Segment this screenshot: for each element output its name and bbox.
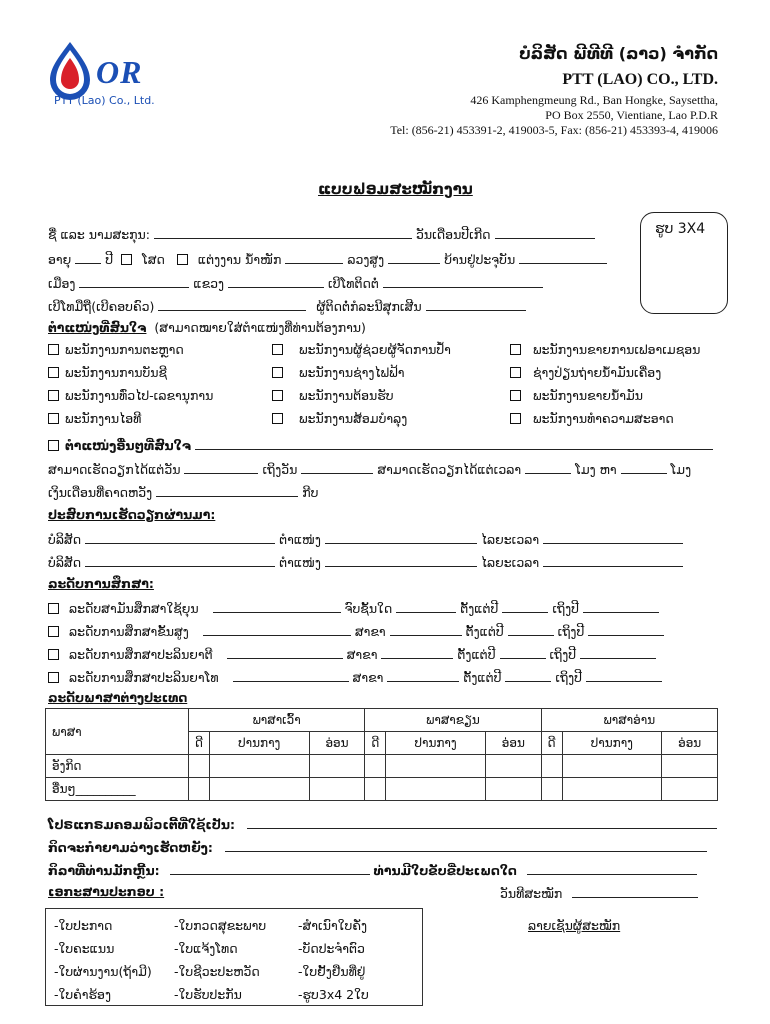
exp-period-label: ໄລຍະເວລາ: [480, 555, 540, 570]
position-option: ພະນັກງານຊ່າງໄຟຟ້າ: [299, 365, 405, 380]
exp-position-field[interactable]: [325, 553, 477, 567]
attachments-label: [48, 884, 164, 899]
position-checkbox[interactable]: [510, 413, 521, 424]
district-field[interactable]: [79, 274, 189, 288]
position-option: ຊ່າງປ່ຽນຖ່າຍນໍ້າມັນເຄື່ອງ: [533, 365, 662, 380]
height-label: ລວງສູງ: [347, 252, 385, 267]
row-activities: [48, 838, 707, 855]
languages-heading: ລະດັບພາສາຕ່າງປະເທດ: [48, 690, 188, 705]
contact-line: Tel: (856-21) 453391-2, 419003-5, Fax: (856-21) 453393-4, 419006: [390, 123, 718, 137]
position-checkbox[interactable]: [272, 390, 283, 401]
major-field[interactable]: [381, 645, 453, 659]
position-checkbox[interactable]: [510, 344, 521, 355]
year-label: ປີ: [105, 252, 114, 267]
table-cell[interactable]: [309, 755, 365, 778]
row-other-position: [48, 436, 713, 453]
address-line-2: PO Box 2550, Vientiane, Lao P.D.R: [545, 108, 718, 122]
province-label: ແຂວງ: [193, 276, 225, 291]
photo-label: ຮູບ 3X4: [655, 221, 706, 237]
emergency-field[interactable]: [426, 297, 526, 311]
education-level: ລະດັບການສຶກສາປະລິນຍາໂທ: [68, 670, 219, 685]
table-cell[interactable]: [386, 755, 486, 778]
doc-item: -ໃບຜ່ານງານ(ຖ້າມີ): [54, 964, 152, 979]
education-row: [48, 599, 659, 616]
level-medium: ປານກາງ: [209, 732, 309, 755]
table-cell[interactable]: [365, 778, 386, 801]
major-field[interactable]: [390, 622, 462, 636]
level-medium: ປານກາງ: [562, 732, 662, 755]
which-grade-label: ຈົບຊັ້ນໃດ: [344, 601, 393, 616]
to-year-field[interactable]: [580, 645, 656, 659]
to-date-field[interactable]: [301, 460, 373, 474]
apply-date-row: [500, 884, 698, 901]
address-line-1: 426 Kamphengmeung Rd., Ban Hongke, Saysettha,: [470, 93, 718, 107]
education-row: [48, 668, 662, 685]
from-year-field[interactable]: [502, 599, 548, 613]
education-level: ລະດັບການສຶກສາປະລິນຍາຕີ: [68, 647, 213, 662]
doc-item: -ໃບຄະແນນ: [54, 941, 115, 956]
emergency-label: ຜູ້ຕິດຕໍ່ກໍລະນີສຸກເສີນ: [316, 299, 422, 314]
doc-item: -ໃບປະກາດ: [54, 918, 113, 933]
row-age: [48, 250, 607, 267]
row-district: [48, 274, 543, 291]
table-cell[interactable]: [541, 755, 562, 778]
start-date-label: ສາມາດເຮັດວຽກໄດ້ແຕ່ວັນ: [48, 462, 181, 477]
address-field[interactable]: [519, 250, 607, 264]
positions-col-3: [510, 342, 700, 434]
position-checkbox[interactable]: [272, 344, 283, 355]
education-checkbox[interactable]: [48, 672, 59, 683]
doc-item: -ໃບຮັບປະກັນ: [174, 987, 242, 1002]
position-checkbox[interactable]: [48, 413, 59, 424]
position-checkbox[interactable]: [272, 413, 283, 424]
docs-col-3: [298, 914, 369, 1006]
row-mobile: [48, 297, 526, 314]
position-checkbox[interactable]: [510, 367, 521, 378]
level-medium: ປານກາງ: [386, 732, 486, 755]
activities-label: ກິດຈະກຳຍາມວ່າງເຮັດຫຍັງ:: [48, 840, 213, 855]
education-level: ລະດັບການສຶກສາຂັ້ນສູງ: [68, 624, 189, 639]
table-row: [46, 778, 718, 801]
dob-field[interactable]: [495, 225, 595, 239]
doc-item: -ໃບຊີວະປະຫວັດ: [174, 964, 260, 979]
level-weak: ອ່ອນ: [662, 732, 718, 755]
table-cell[interactable]: [562, 755, 662, 778]
doc-item: -ໃບກວດສຸຂະພາບ: [174, 918, 267, 933]
exp-company-label: ບໍລິສັດ: [48, 555, 82, 570]
table-cell[interactable]: [541, 778, 562, 801]
to-year-label: ເຖິງປີ: [557, 624, 585, 639]
from-year-label: ຕັ້ງແຕ່ປີ: [457, 647, 496, 662]
name-label: ຊື່ ແລະ ນາມສະກຸນ:: [48, 227, 150, 242]
table-cell[interactable]: [209, 778, 309, 801]
name-field[interactable]: [154, 225, 412, 239]
salary-label: ເງິນເດືອນທີ່ຄາດຫວັງ: [48, 485, 153, 500]
education-row: [48, 622, 664, 639]
start-time-label: ສາມາດເຮັດວຽກໄດ້ແຕ່ເວລາ: [377, 462, 522, 477]
table-cell[interactable]: [485, 755, 541, 778]
position-checkbox[interactable]: [272, 367, 283, 378]
doc-item: -ໃບແຈ້ງໂທດ: [174, 941, 238, 956]
from-year-field[interactable]: [500, 645, 546, 659]
license-field[interactable]: [527, 861, 697, 875]
positions-col-1: [48, 342, 213, 434]
reading-header: ພາສາອ່ານ: [541, 709, 717, 732]
position-checkbox[interactable]: [48, 367, 59, 378]
positions-col-2: [272, 342, 451, 434]
company-name-lao: ບໍລິສັດ ພີທີທີ (ລາວ) ຈຳກັດ: [519, 44, 718, 63]
license-label: ທ່ານມີໃບຂັບຂີ່ປະເພດໃດ: [373, 863, 517, 878]
to-year-label: ເຖິງປີ: [549, 647, 577, 662]
row-sports: [48, 861, 697, 878]
major-label: ສາຂາ: [346, 647, 378, 662]
education-field[interactable]: [233, 668, 349, 682]
from-year-label: ຕັ້ງແຕ່ປີ: [460, 601, 499, 616]
row-availability: [48, 460, 691, 477]
currency-label: ກີບ: [302, 485, 319, 500]
other-position-field[interactable]: [195, 436, 713, 450]
doc-item: -ບັດປະຈຳຕົວ: [298, 941, 365, 956]
other-position-label: ຕຳແໜ່ງອື່ນໆທີ່ສົນໃຈ: [64, 438, 192, 453]
experience-row: [48, 553, 683, 570]
docs-col-1: [54, 914, 152, 1006]
to-year-label: ເຖິງປີ: [552, 601, 579, 616]
age-field[interactable]: [75, 250, 101, 264]
position-option: ພະນັກງານຂາຍການເຟອາເມຊອນ: [533, 342, 701, 357]
sports-field[interactable]: [170, 861, 370, 875]
docs-col-2: [174, 914, 266, 1006]
level-good: ດີ: [541, 732, 562, 755]
phone-field[interactable]: [383, 274, 543, 288]
mobile-label: ເບີໂທມືຖື(ເບີຄອບຄົວ): [48, 299, 155, 314]
level-good: ດີ: [365, 732, 386, 755]
row-computer: [48, 815, 717, 832]
education-checkbox[interactable]: [48, 626, 59, 637]
exp-company-field[interactable]: [85, 530, 275, 544]
position-option: ພະນັກງານການບັນຊີ: [65, 365, 168, 380]
table-cell[interactable]: [662, 755, 718, 778]
start-date-field[interactable]: [184, 460, 258, 474]
company-name-en: PTT (LAO) CO., LTD.: [562, 71, 718, 88]
mobile-field[interactable]: [158, 297, 306, 311]
position-option: ພະນັກງານໄອທີ: [65, 411, 142, 426]
table-cell[interactable]: [662, 778, 718, 801]
to-year-field[interactable]: [583, 599, 659, 613]
experience-heading: ປະສົບການເຮັດວຽກຜ່ານມາ:: [48, 507, 216, 522]
salary-field[interactable]: [156, 483, 298, 497]
level-good: ດີ: [189, 732, 210, 755]
table-cell[interactable]: [209, 755, 309, 778]
other-position-checkbox[interactable]: [48, 440, 59, 451]
row-name: [48, 225, 595, 242]
position-checkbox[interactable]: [48, 344, 59, 355]
grade-field[interactable]: [396, 599, 456, 613]
district-label: ເມືອງ: [48, 276, 76, 291]
exp-position-label: ຕຳແໜ່ງ: [279, 532, 321, 547]
writing-header: ພາສາຂຽນ: [365, 709, 541, 732]
experience-row: [48, 530, 683, 547]
position-checkbox[interactable]: [510, 390, 521, 401]
positions-heading: ຕຳແໜ່ງທີ່ສົນໃຈ: [48, 320, 147, 335]
apply-date-field[interactable]: [572, 884, 698, 898]
positions-heading-row: [48, 320, 366, 335]
end-time-field[interactable]: [621, 460, 667, 474]
documents-box: [45, 908, 423, 1006]
to-year-field[interactable]: [588, 622, 664, 636]
single-label: ໂສດ: [142, 252, 165, 267]
major-field[interactable]: [387, 668, 459, 682]
major-label: ສາຂາ: [354, 624, 386, 639]
attachments-text: ເອກະສານປະກອບ :: [48, 884, 165, 899]
phone-label: ເບີໂທຕິດຕໍ່: [328, 276, 379, 291]
from-year-label: ຕັ້ງແຕ່ປີ: [463, 670, 502, 685]
to-year-label: ເຖິງປີ: [555, 670, 582, 685]
position-checkbox[interactable]: [48, 390, 59, 401]
exp-company-label: ບໍລິສັດ: [48, 532, 82, 547]
height-field[interactable]: [388, 250, 440, 264]
doc-item: -ຮູບ3x4 2ໃບ: [298, 987, 369, 1002]
to-year-field[interactable]: [586, 668, 662, 682]
province-field[interactable]: [228, 274, 324, 288]
exp-period-label: ໄລຍະເວລາ: [480, 532, 540, 547]
education-field[interactable]: [203, 622, 351, 636]
row-salary: [48, 483, 318, 500]
signature-label: ລາຍເຊັນຜູ້ສະໝັກ: [528, 918, 621, 933]
table-row: [46, 755, 718, 778]
table-cell[interactable]: [365, 755, 386, 778]
position-option: ພະນັກງານຂາຍນໍ້າມັນ: [533, 388, 643, 403]
computer-label: ໂປຣແກຣມຄອມພິວເຕີ້ທີ່ໃຊ້ເປັນ:: [48, 817, 236, 832]
exp-period-field[interactable]: [543, 530, 683, 544]
from-year-label: ຕັ້ງແຕ່ປີ: [465, 624, 504, 639]
table-cell[interactable]: [189, 778, 210, 801]
computer-field[interactable]: [247, 815, 717, 829]
activities-field[interactable]: [225, 838, 707, 852]
major-label: ສາຂາ: [352, 670, 384, 685]
education-checkbox[interactable]: [48, 649, 59, 660]
doc-item: -ສຳເນົາໃບຄັ່ງ: [298, 918, 367, 933]
married-checkbox[interactable]: [177, 254, 188, 265]
position-option: ພະນັກງານຜູ້ຊ່ວຍຜູ້ຈັດການປໍ້າ: [299, 342, 451, 357]
dob-label: ວັນເດືອນປີເກີດ: [415, 227, 491, 242]
married-label: ແຕ່ງງານ: [197, 252, 242, 267]
position-option: ພະນັກງານສ້ອມບຳລຸງ: [299, 411, 408, 426]
exp-company-field[interactable]: [85, 553, 275, 567]
from-year-field[interactable]: [505, 668, 551, 682]
table-cell[interactable]: [386, 778, 486, 801]
language-table: [45, 708, 718, 801]
table-cell[interactable]: [562, 778, 662, 801]
positions-note: (ສາມາດໝາຍໃສ່ຕຳແໜ່ງທີ່ທ່ານຕ້ອງການ): [154, 320, 366, 335]
position-option: ພະນັກງານທຳຄວາມສະອາດ: [533, 411, 674, 426]
level-weak: ອ່ອນ: [485, 732, 541, 755]
position-option: ພະນັກງານຕ້ອນຮັບ: [299, 388, 394, 403]
education-field[interactable]: [227, 645, 343, 659]
language-name: ອັງກິດ: [46, 755, 189, 778]
position-option: ພະນັກງານທົ່ວໄປ-ເລຂານຸການ: [65, 388, 214, 403]
language-name: ອື່ນໆ__________: [46, 778, 189, 801]
education-level: ລະດັບສາມັນສຶກສາໃຊ້ຍຸນ: [68, 601, 199, 616]
exp-period-field[interactable]: [543, 553, 683, 567]
form-title: ແບບຟອມສະໝັກງານ: [318, 180, 473, 198]
weight-label: ນໍ້າໜັກ: [245, 252, 282, 267]
address-label: ບ້ານຢູ່ປະຈຸບັນ: [444, 252, 516, 267]
table-cell[interactable]: [189, 755, 210, 778]
from-year-field[interactable]: [508, 622, 554, 636]
to-date-label: ເຖິງວັນ: [262, 462, 298, 477]
education-checkbox[interactable]: [48, 603, 59, 614]
sports-label: ກິລາທີ່ທ່ານມັກຫຼີ້ນ:: [48, 863, 160, 878]
table-cell[interactable]: [309, 778, 365, 801]
logo-caption: PTT (Lao) Co., Ltd.: [54, 94, 155, 107]
language-column-header: ພາສາ: [46, 709, 189, 755]
hour-label: ໂມງ: [670, 462, 692, 477]
logo-wordmark: OR: [96, 54, 143, 90]
education-heading: ລະດັບການສຶກສາ:: [48, 576, 154, 591]
weight-field[interactable]: [285, 250, 343, 264]
age-label: ອາຍຸ: [48, 252, 72, 267]
doc-item: -ໃບຄຳຮ້ອງ: [54, 987, 111, 1002]
position-option: ພະນັກງານການຕະຫຼາດ: [65, 342, 184, 357]
exp-position-label: ຕຳແໜ່ງ: [279, 555, 321, 570]
hour-to-label: ໂມງ ຫາ: [575, 462, 617, 477]
speaking-header: ພາສາເວົ້າ: [189, 709, 365, 732]
education-field[interactable]: [213, 599, 341, 613]
company-logo: [48, 40, 188, 110]
apply-date-label: ວັນທີສະໝັກ: [500, 886, 563, 901]
start-time-field[interactable]: [525, 460, 571, 474]
exp-position-field[interactable]: [325, 530, 477, 544]
education-row: [48, 645, 656, 662]
photo-box: [640, 212, 728, 314]
single-checkbox[interactable]: [121, 254, 132, 265]
doc-item: -ໃບຢັ້ງຢືນທີ່ຢູ່: [298, 964, 366, 979]
table-cell[interactable]: [485, 778, 541, 801]
level-weak: ອ່ອນ: [309, 732, 365, 755]
